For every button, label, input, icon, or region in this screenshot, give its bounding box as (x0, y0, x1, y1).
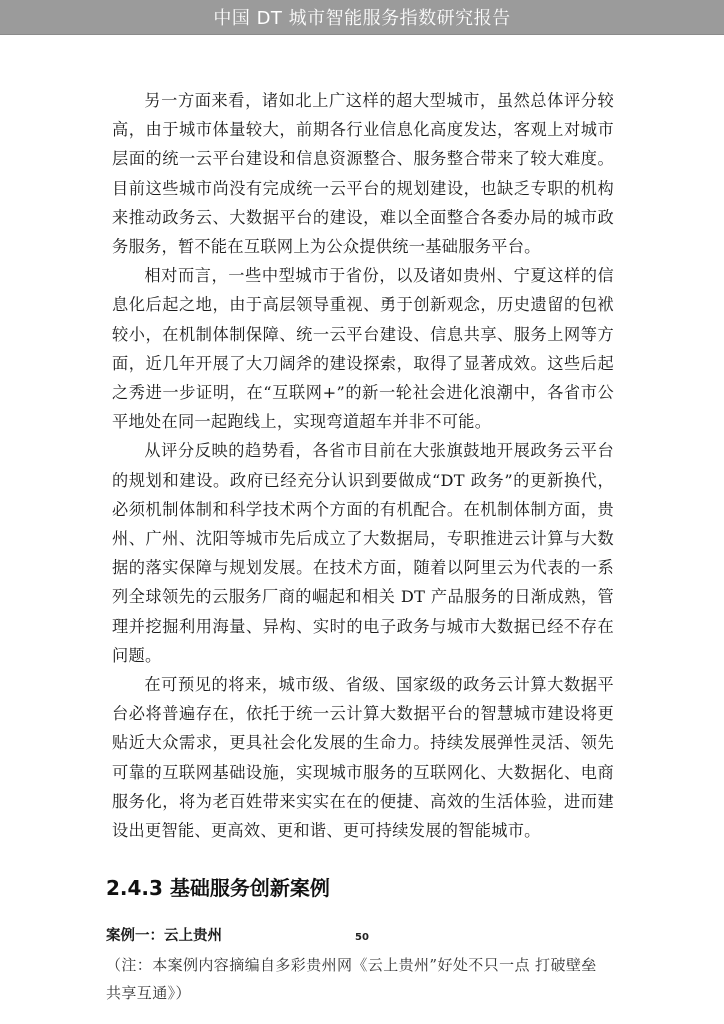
paragraph-future: 在可预见的将来，城市级、省级、国家级的政务云计算大数据平台必将普遍存在，依托于统一云计算大数据平台的智慧城市建设将更贴近大众需求，更具社会化发展的生命力。持续发展弹性灵活、领先可靠的互联网基础设施，实现城市服务的互联网化、大数据化、电商服务化，将为老百姓带来实实在在的便捷、高效的生活体验，进而建设出更智能、更高效、更和谐、更可持续发展的智能城市。 (112, 675, 614, 841)
source-note: （注：本案例内容摘编自多彩贵州网《云上贵州”好处不只一点 打破壁垒共享互通》） (106, 956, 597, 1003)
paragraph-medium-cities: 相对而言，一些中型城市于省份，以及诸如贵州、宁夏这样的信息化后起之地，由于高层领导重视、勇于创新观念，历史遗留的包袱较小，在机制体制保障、统一云平台建设、信息共享、服务上网等方面，近几年开展了大刀阔斧的建设探索，取得了显著成效。这些后起之秀进一步证明，在“互联网+”的新一轮社会进化浪潮中，各省市公平地处在同一起跑线上，实现弯道超车并非不可能。 (112, 266, 614, 432)
report-title: 中国 DT 城市智能服务指数研究报告 (213, 8, 511, 29)
section-heading: 2.4.3 基础服务创新案例 (106, 876, 330, 901)
paragraph-large-cities: 另一方面来看，诸如北上广这样的超大型城市，虽然总体评分较高，由于城市体量较大，前期各行业信息化高度发达，客观上对城市层面的统一云平台建设和信息资源整合、服务整合带来了较大难度。目前这些城市尚没有完成统一云平台的规划建设，也缺乏专职的机构来推动政务云、大数据平台的建设，难以全面整合各委办局的城市政务服务，暂不能在互联网上为公众提供统一基础服务平台。 (112, 91, 614, 257)
case-heading: 案例一：云上贵州 (106, 928, 222, 945)
page-number: 50 (355, 932, 369, 943)
paragraph-trend: 从评分反映的趋势看，各省市目前在大张旗鼓地开展政务云平台的规划和建设。政府已经充分认识到要做成“DT 政务”的更新换代，必须机制体制和科学技术两个方面的有机配合。在机制体制方面，贵州、广州、沈阳等城市先后成立了大数据局，专职推进云计算与大数据的落实保障与规划发展。在技术方面，随着以阿里云为代表的一系列全球领先的云服务厂商的崛起和相关 DT 产品服务的日渐成熟，管理并挖掘利用海量、异构、实时的电子政务与城市大数据已经不存在问题。 (112, 441, 614, 665)
page-header-bar (0, 0, 724, 35)
page-content (106, 86, 614, 1007)
